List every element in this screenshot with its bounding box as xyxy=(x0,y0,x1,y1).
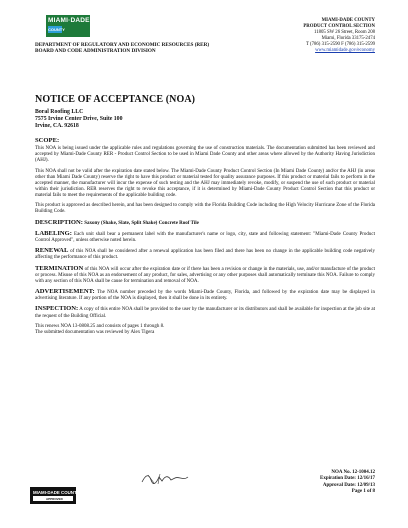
labeling-text: Each unit shall bear a permanent label with the manufacturer's name or logo, city, state and following statement: "Miami-Dade County Product Control Approved", unless otherwise noted herein. xyxy=(35,231,375,243)
scope-paragraph-3: This product is approved as described herein, and has been designed to comply with the Florida Building Code including the High Velocity Hurricane Zone of the Florida Building Code. xyxy=(35,203,375,215)
applicant-name: Boral Roofing LLC xyxy=(35,109,84,115)
page-title: NOTICE OF ACCEPTANCE (NOA) xyxy=(35,94,196,105)
applicant-address xyxy=(35,109,122,129)
advertisement-heading: ADVERTISEMENT: xyxy=(35,288,95,296)
approval-date: Approval Date: 12/09/13 xyxy=(322,482,375,488)
miami-dade-logo xyxy=(46,15,90,37)
office-website-link[interactable]: www.miamidade.gov/economy xyxy=(315,48,375,54)
office-section: PRODUCT CONTROL SECTION xyxy=(303,24,375,30)
department-header xyxy=(35,42,209,55)
applicant-street: 7575 Irvine Center Drive, Suite 100 xyxy=(35,115,123,122)
renews-line: This renews NOA 13-0808.25 and consists of pages 1 through 8. xyxy=(35,323,165,329)
page-number: Page 1 of 8 xyxy=(351,489,375,495)
logo-county-badge: COUNTY xyxy=(48,27,65,32)
department-name: DEPARTMENT OF REGULATORY AND ECONOMIC RESOURCES (RER) xyxy=(35,42,210,48)
termination-heading: TERMINATION xyxy=(35,264,84,272)
description-heading: DESCRIPTION: xyxy=(35,218,83,226)
office-phone: T (786) 315-2590 F (786) 315-2599 xyxy=(305,42,375,48)
seal-approved-text: APPROVED xyxy=(46,497,63,501)
logo-text: MIAMI·DADE xyxy=(48,17,90,24)
scope-paragraph-2: This NOA shall not be valid after the expiration date stated below. The Miami-Dade County Product Control Section (In Miami Dade County) and/or the AHJ (in areas other than Miami Dade County) reserve the right to have this product or material tested for quality assurance purposes. If this product or material fails to perform in the accepted manner, the manufacturer will incur the expense of such testing and the AHJ may immediately revoke, modify, or suspend the use of such product or material within their jurisdiction. RER reserves the right to revoke this acceptance, if it is determined by Miami-Dade County Product Control Section that this product or material fails to meet the requirements of the applicable building code. xyxy=(35,168,375,198)
expiration-date: Expiration Date: 12/16/17 xyxy=(320,476,375,482)
document-body xyxy=(35,138,375,340)
termination-text: of this NOA will occur after the expiration date or if there has been a revision or change in the materials, use, and/or manufacture of the product or process. Misuse of this NOA as an endorsement of any product, for sales, advertising or any other purposes shall automatically terminate this NOA. Failure to comply with any section of this NOA shall be cause for termination and removal of NOA. xyxy=(35,266,376,284)
office-name: MIAMI-DADE COUNTY xyxy=(321,18,375,23)
scope-heading: SCOPE: xyxy=(35,137,60,144)
noa-number: NOA No. 12-1004.12 xyxy=(331,470,375,475)
reviewer-line: The submitted documentation was reviewed by Alex Tigera xyxy=(35,329,155,335)
seal-county-text: MIAMI-DADE COUNTY xyxy=(33,490,80,495)
approval-seal xyxy=(30,487,80,504)
office-street: 11805 SW 26 Street, Room 208 xyxy=(313,30,375,36)
office-city: Miami, Florida 33175-2474 xyxy=(321,36,375,42)
office-address-block xyxy=(303,18,375,55)
noa-footer xyxy=(320,470,375,496)
division-name: BOARD AND CODE ADMINISTRATION DIVISION xyxy=(35,48,156,55)
reviewer-signature xyxy=(140,472,190,486)
applicant-city: Irvine, CA. 92618 xyxy=(35,122,79,129)
inspection-heading: INSPECTION: xyxy=(35,305,79,313)
inspection-text: A copy of this entire NOA shall be provided to the user by the manufacturer or its distributors and shall be available for inspection at the job site at the request of the Building Official. xyxy=(35,307,375,319)
renewal-text: of this NOA shall be considered after a renewal application has been filed and there has been no change in the applicable building code negatively affecting the performance of this product. xyxy=(35,249,375,261)
renewal-heading: RENEWAL xyxy=(35,247,69,255)
advertisement-text: The NOA number preceded by the words Miami-Dade County, Florida, and followed by the expiration date may be displayed in advertising literature. If any portion of the NOA is displayed, then it shall be done in its entirety. xyxy=(35,290,375,302)
scope-paragraph-1: This NOA is being issued under the applicable rules and regulations governing the use of construction materials. The documentation submitted has been reviewed and accepted by Miami-Dade County RER - Product Control Section to be used in Miami Dade County and other areas where allowed by the Authority Having Jurisdiction (AHJ). xyxy=(35,146,375,164)
labeling-heading: LABELING: xyxy=(35,229,73,237)
description-text: Saxony (Shake, Slate, Split Shake) Concrete Roof Tile xyxy=(84,220,199,226)
